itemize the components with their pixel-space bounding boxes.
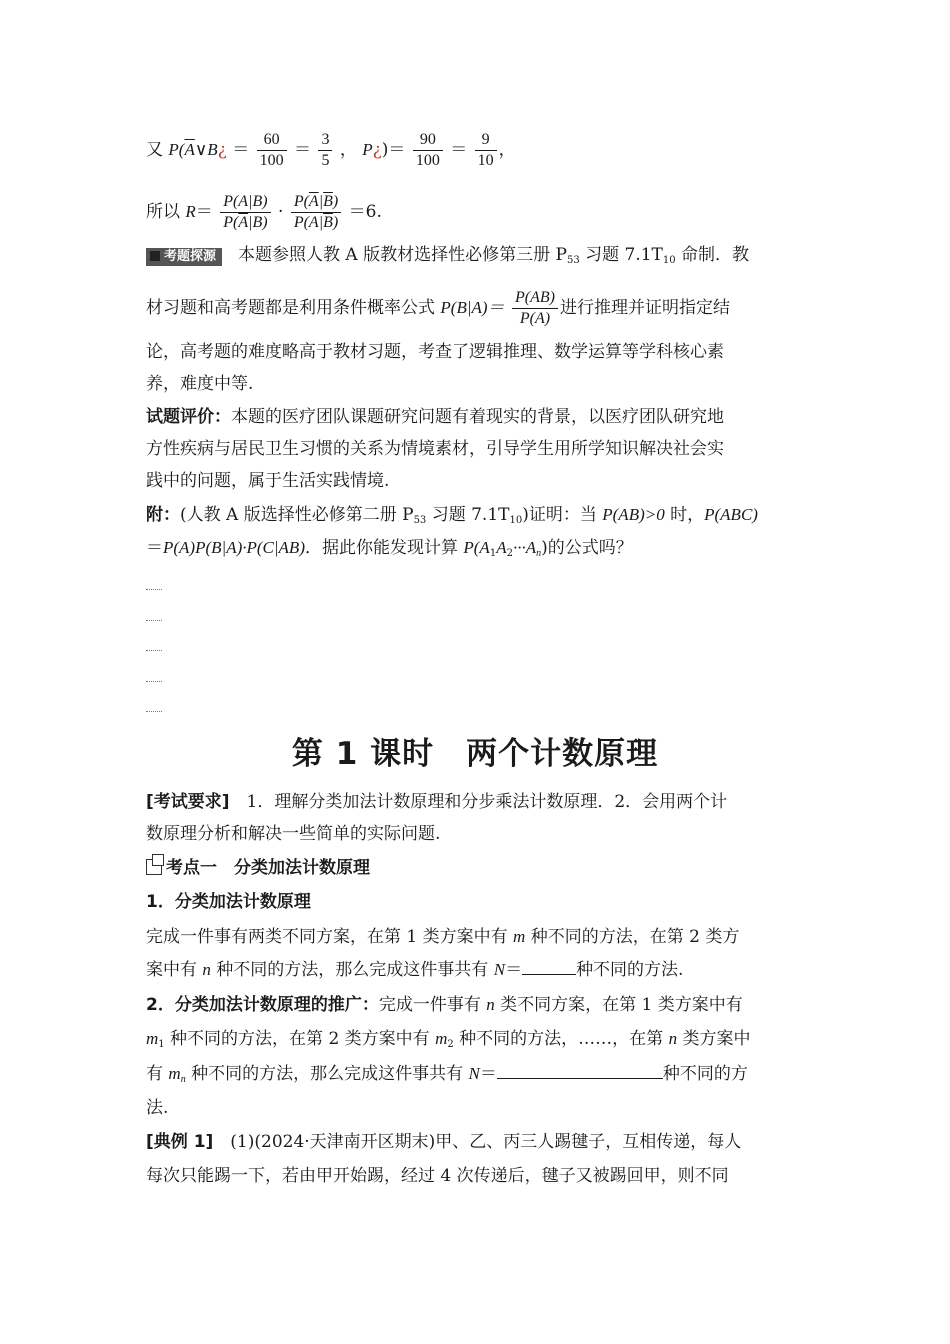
answer-line — [146, 680, 162, 682]
lesson-title: 第 1 课时 两个计数原理 — [291, 736, 659, 772]
source-line-1: 考题探源 本题参照人教 A 版教材选择性必修第三册 $P_{53}$ 习题 $7.1T_{10}$ 命制．教 — [146, 243, 749, 273]
kaodian-icon — [146, 859, 162, 875]
fraction-pab-pa: $\frac{P(AB)}{P(A)}$ — [512, 288, 558, 329]
section-1-heading: 1．分类加法计数原理 — [146, 892, 311, 912]
fraction-9-10: $\frac{9}{10}$ — [475, 130, 497, 171]
section-2-line-2: $m_1$ 种不同的方法，在第 2 类方案中有 $m_2$ 种不同的方法，……，在第 n 类方案中 — [146, 1029, 751, 1050]
section-1-line-2: 案中有 n 种不同的方法，那么完成这件事共有 N＝ 种不同的方法. — [146, 960, 684, 980]
source-tag: 考题探源 — [146, 248, 222, 266]
fraction-3-5: $\frac{3}{5}$ — [318, 130, 332, 171]
requirements-line-1: [考试要求] 1．理解分类加法计数原理和分步乘法计数原理．2．会用两个计 — [146, 792, 728, 812]
answer-line — [146, 710, 162, 712]
requirements-line-2: 数原理分析和解决一些简单的实际问题. — [146, 824, 441, 844]
formula-line-1: 又 $P(\overline{A}\vee B¿$ ＝ $\frac{60}{100}$ ＝ $\frac{3}{5}$ ， P¿)＝ $\frac{90}{100}$ ＝ $\frac{9}{10}$ ， — [146, 131, 516, 169]
source-line-3: 论，高考题的难度略高于教材习题，考查了逻辑推理、数学运算等学科核心素 — [146, 342, 724, 362]
appendix-line-2: ＝P(A)P(B|A)·P(C|AB)．据此你能发现计算 $P(A_1A_2\cdot\cdot\cdot A_n)$的公式吗？ — [146, 538, 633, 559]
evaluation-line-3: 践中的问题，属于生活实践情境. — [146, 471, 390, 491]
section-2-line-4: 法. — [146, 1098, 169, 1118]
kaodian-heading: 考点一 分类加法计数原理 — [146, 856, 370, 880]
fraction-90-100: $\frac{90}{100}$ — [413, 130, 443, 171]
fraction-r-first: $\frac{P(A|B)}{P(\overline{A}|B)}$ — [220, 192, 270, 233]
example-line-1: [典例 1] (1)(2024·天津南开区期末)甲、乙、丙三人踢毽子，互相传递，每人 — [146, 1132, 742, 1152]
formula-line-2: 所以 R＝ $\frac{P(A|B)}{P(\overline{A}|B)}$ · $\frac{P(\overline{A}|\overline{B})}{P(A|\overline{B})}$ ＝6. — [146, 193, 382, 231]
section-2-line-3: 有 $m_n$ 种不同的方法，那么完成这件事共有 N＝ 种不同的方 — [146, 1064, 748, 1085]
source-line-2: 材习题和高考题都是利用条件概率公式 P(B|A)＝ $\frac{P(AB)}{P(A)}$ 进行推理并证明指定结 — [146, 289, 730, 327]
fill-blank[interactable] — [522, 958, 576, 975]
fraction-60-100: $\frac{60}{100}$ — [257, 130, 287, 171]
fraction-r-second: $\frac{P(\overline{A}|\overline{B})}{P(A|\overline{B})}$ — [291, 192, 341, 233]
answer-line — [146, 588, 162, 590]
evaluation-line-1: 试题评价：本题的医疗团队课题研究问题有着现实的背景，以医疗团队研究地 — [146, 407, 724, 427]
appendix-line-1: 附：(人教 A 版选择性必修第二册 $P_{53}$ 习题 $7.1T_{10}$)证明：当 P(AB)>0 时，P(ABC) — [146, 505, 758, 526]
evaluation-line-2: 方性疾病与居民卫生习惯的关系为情境素材，引导学生用所学知识解决社会实 — [146, 439, 724, 459]
section-2-line-1: 2．分类加法计数原理的推广：完成一件事有 n 类不同方案，在第 1 类方案中有 — [146, 995, 743, 1015]
section-1-line-1: 完成一件事有两类不同方案，在第 1 类方案中有 m 种不同的方法，在第 2 类方 — [146, 927, 740, 947]
answer-line — [146, 649, 162, 651]
fill-blank[interactable] — [497, 1062, 663, 1079]
example-line-2: 每次只能踢一下，若由甲开始踢，经过 4 次传递后，毽子又被踢回甲，则不同 — [146, 1166, 729, 1186]
answer-line — [146, 619, 162, 621]
source-line-4: 养，难度中等. — [146, 374, 254, 394]
